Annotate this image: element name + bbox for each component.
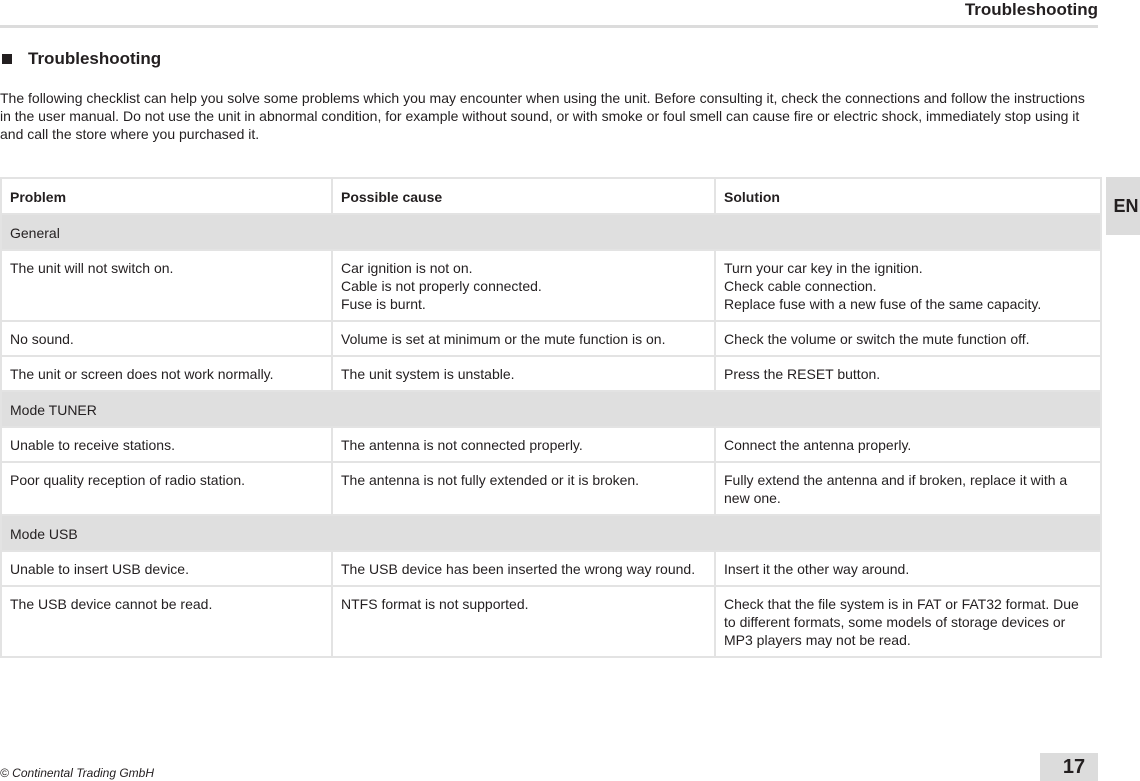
table-group-row	[1, 391, 1101, 427]
cause-cell	[332, 250, 715, 321]
cell-text-line: The USB device cannot be read.	[10, 596, 213, 612]
cell-text-line: Car ignition is not on.	[341, 260, 473, 276]
intro-paragraph: The following checklist can help you solve some problems which you may encounter when using the unit. Before consulting it, check the connections and follow the instructions in the user manual. Do not use the unit in abnormal condition, for example without sound, or with smoke or foul smell can cause fire or electric shock, immediately stop using it and call the store where you purchased it.	[0, 90, 1085, 142]
running-header-title: Troubleshooting	[964, 0, 1098, 19]
header-rule	[0, 25, 1098, 28]
cause-cell	[332, 586, 715, 657]
cell-text-line: Unable to insert USB device.	[10, 561, 189, 577]
cell-text-line: Replace fuse with a new fuse of the same capacity.	[724, 296, 1042, 312]
table-header-row	[1, 178, 1101, 214]
solution-cell	[715, 321, 1101, 356]
table-body	[1, 214, 1101, 657]
cell-text-line: Turn your car key in the ignition.	[724, 260, 923, 276]
column-header-problem: Problem	[1, 178, 332, 214]
troubleshooting-table	[0, 177, 1102, 658]
cell-text-line: Check the volume or switch the mute function off.	[724, 331, 1030, 347]
cell-text-line: The unit or screen does not work normally.	[10, 366, 274, 382]
solution-cell	[715, 427, 1101, 462]
group-label: Mode USB	[1, 515, 1101, 551]
group-label: General	[1, 214, 1101, 250]
cause-cell	[332, 427, 715, 462]
cell-text-line: Volume is set at minimum or the mute function is on.	[341, 331, 666, 347]
footer-copyright: © Continental Trading GmbH	[0, 766, 155, 780]
page-number: 17	[1040, 753, 1098, 781]
problem-cell	[1, 356, 332, 391]
problem-cell	[1, 321, 332, 356]
table-group-row	[1, 214, 1101, 250]
cell-text-line: Check that the file system is in FAT or FAT32 format. Due to different formats, some models of storage devices or MP3 players may not be read.	[724, 596, 1079, 648]
problem-cell	[1, 551, 332, 586]
solution-cell	[715, 356, 1101, 391]
table-row	[1, 462, 1101, 515]
cell-text-line: Insert it the other way around.	[724, 561, 910, 577]
table-row	[1, 250, 1101, 321]
cell-text-line: The antenna is not fully extended or it is broken.	[341, 472, 640, 488]
column-header-solution: Solution	[715, 178, 1101, 214]
cell-text-line: The antenna is not connected properly.	[341, 437, 583, 453]
cell-text-line: Press the RESET button.	[724, 366, 881, 382]
table-row	[1, 321, 1101, 356]
column-header-cause: Possible cause	[332, 178, 715, 214]
solution-cell	[715, 250, 1101, 321]
cell-text-line: No sound.	[10, 331, 74, 347]
problem-cell	[1, 586, 332, 657]
cell-text-line: Connect the antenna properly.	[724, 437, 912, 453]
section-heading	[0, 49, 161, 69]
cell-text-line: Fully extend the antenna and if broken, replace it with a new one.	[724, 472, 1068, 506]
cell-text-line: Unable to receive stations.	[10, 437, 175, 453]
solution-cell	[715, 586, 1101, 657]
cell-text-line: The unit system is unstable.	[341, 366, 515, 382]
solution-cell	[715, 551, 1101, 586]
square-bullet-icon	[2, 54, 12, 64]
cell-text-line: The unit will not switch on.	[10, 260, 174, 276]
table-row	[1, 551, 1101, 586]
cell-text-line: The USB device has been inserted the wrong way round.	[341, 561, 696, 577]
cell-text-line: Check cable connection.	[724, 278, 877, 294]
solution-cell	[715, 462, 1101, 515]
cell-text-line: Cable is not properly connected.	[341, 278, 542, 294]
cell-text-line: Poor quality reception of radio station.	[10, 472, 246, 488]
cause-cell	[332, 551, 715, 586]
cause-cell	[332, 321, 715, 356]
cause-cell	[332, 356, 715, 391]
table-row	[1, 427, 1101, 462]
cell-text-line: Fuse is burnt.	[341, 296, 426, 312]
table-row	[1, 586, 1101, 657]
problem-cell	[1, 462, 332, 515]
table-row	[1, 356, 1101, 391]
problem-cell	[1, 427, 332, 462]
problem-cell	[1, 250, 332, 321]
cause-cell	[332, 462, 715, 515]
group-label: Mode TUNER	[1, 391, 1101, 427]
cell-text-line: NTFS format is not supported.	[341, 596, 529, 612]
section-heading-text: Troubleshooting	[28, 49, 162, 68]
language-tab: EN	[1106, 177, 1140, 235]
table-group-row	[1, 515, 1101, 551]
